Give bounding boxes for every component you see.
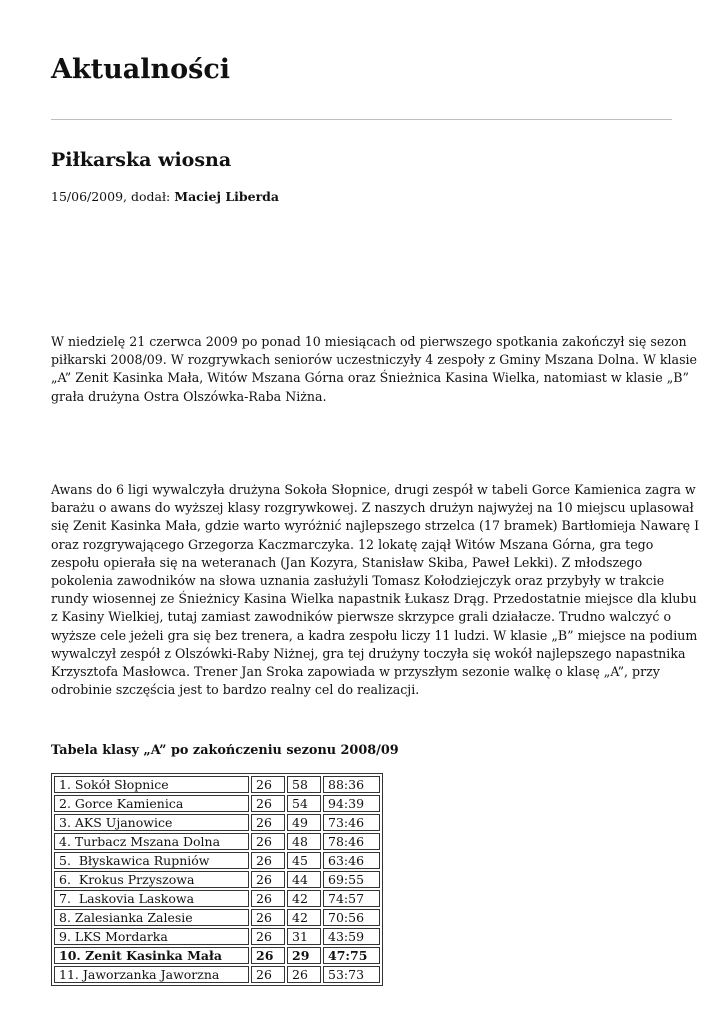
team-cell: 6. Krokus Przyszowa (54, 871, 249, 888)
points-cell: 45 (287, 852, 321, 869)
goals-cell: 63:46 (323, 852, 380, 869)
team-cell: 10. Zenit Kasinka Mała (54, 947, 249, 964)
played-cell: 26 (251, 890, 285, 907)
points-cell: 42 (287, 890, 321, 907)
played-cell: 26 (251, 795, 285, 812)
paragraph-line: odrobinie szczęścia jest to bardzo realny cel do realizacji. (51, 682, 420, 698)
article-date: 15/06/2009, dodał: (51, 189, 171, 204)
paragraph-line: barażu o awans do wyższej klasy rozgrywkowej. Z naszych drużyn najwyżej na 10 miejscu uplasował (51, 500, 694, 516)
paragraph-line: oraz rozgrywającego Grzegorza Kaczmarczyka. 12 lokatę zajął Witów Mszana Górna, gra tego (51, 536, 654, 552)
team-cell: 4. Turbacz Mszana Dolna (54, 833, 249, 850)
played-cell: 26 (251, 852, 285, 869)
team-cell: 2. Gorce Kamienica (54, 795, 249, 812)
paragraph-line: wywalczył zespół z Olszówki-Raby Niżnej, gra tej drużyny toczyła się wokół najlepszego napastnika (51, 645, 686, 661)
team-cell: 7. Laskovia Laskowa (54, 890, 249, 907)
article-meta (51, 187, 279, 207)
table-row (54, 928, 380, 945)
table-row (54, 890, 380, 907)
played-cell: 26 (251, 776, 285, 793)
team-cell: 11. Jaworzanka Jaworzna (54, 966, 249, 983)
played-cell: 26 (251, 909, 285, 926)
table-row (54, 852, 380, 869)
paragraph-line: z Kasiny Wielkiej, tutaj zamiast zawodników pierwsze skrzypce grali działacze. Trudno walczyć o (51, 609, 672, 625)
paragraph-line: pokolenia zawodników na słowa uznania zasłużyli Tomasz Kołodziejczyk oraz przybyły w trakcie (51, 573, 665, 589)
table-row (54, 776, 380, 793)
article-paragraph-1 (51, 333, 698, 406)
played-cell: 26 (251, 833, 285, 850)
table-row (54, 795, 380, 812)
points-cell: 49 (287, 814, 321, 831)
played-cell: 26 (251, 928, 285, 945)
goals-cell: 74:57 (323, 890, 380, 907)
article-paragraph-2 (51, 481, 700, 699)
goals-cell: 78:46 (323, 833, 380, 850)
goals-cell: 53:73 (323, 966, 380, 983)
goals-cell: 43:59 (323, 928, 380, 945)
goals-cell: 94:39 (323, 795, 380, 812)
points-cell: 48 (287, 833, 321, 850)
table-caption: Tabela klasy „A” po zakończeniu sezonu 2008/09 (51, 743, 399, 758)
goals-cell: 47:75 (323, 947, 380, 964)
team-cell: 5. Błyskawica Rupniów (54, 852, 249, 869)
article-author: Maciej Liberda (174, 189, 280, 204)
table-row (54, 871, 380, 888)
paragraph-line: Krzysztofa Masłowca. Trener Jan Sroka zapowiada w przyszłym sezonie walkę o klasę „A”, przy (51, 664, 660, 680)
played-cell: 26 (251, 871, 285, 888)
paragraph-line: W niedzielę 21 czerwca 2009 po ponad 10 miesiącach od pierwszego spotkania zakończył się sezon (51, 334, 687, 349)
points-cell: 54 (287, 795, 321, 812)
paragraph-line: Awans do 6 ligi wywalczyła drużyna Sokoła Słopnice, drugi zespół w tabeli Gorce Kamienica zagra w (51, 482, 696, 497)
title-divider (51, 119, 672, 120)
team-cell: 1. Sokół Słopnice (54, 776, 249, 793)
paragraph-line: grała drużyna Ostra Olszówka-Raba Niżna. (51, 388, 327, 404)
team-cell: 8. Zalesianka Zalesie (54, 909, 249, 926)
table-row (54, 833, 380, 850)
played-cell: 26 (251, 947, 285, 964)
article-title: Piłkarska wiosna (51, 149, 232, 171)
table-row (54, 909, 380, 926)
paragraph-line: zespołu opierała się na weteranach (Jan Kozyra, Stanisław Skiba, Paweł Lekki). Z młodszego (51, 554, 643, 570)
paragraph-line: się Zenit Kasinka Mała, gdzie warto wyróżnić najlepszego strzelca (17 bramek) Bartłomieja Nawarę I (51, 518, 700, 534)
paragraph-line: piłkarski 2008/09. W rozgrywkach seniorów uczestniczyły 4 zespoły z Gminy Mszana Dolna. W klasie (51, 352, 698, 368)
paragraph-line: „A” Zenit Kasinka Mała, Witów Mszana Górna oraz Śnieżnica Kasina Wielka, natomiast w klasie „B” (51, 370, 689, 386)
table-row (54, 947, 380, 964)
points-cell: 44 (287, 871, 321, 888)
played-cell: 26 (251, 814, 285, 831)
points-cell: 31 (287, 928, 321, 945)
standings-table (51, 773, 383, 986)
goals-cell: 73:46 (323, 814, 380, 831)
points-cell: 58 (287, 776, 321, 793)
paragraph-line: wyższe cele jeżeli gra się bez trenera, a kadra zespołu liczy 11 ludzi. W klasie „B” miejsce na podium (51, 627, 698, 643)
page-title: Aktualności (51, 54, 231, 85)
played-cell: 26 (251, 966, 285, 983)
goals-cell: 70:56 (323, 909, 380, 926)
goals-cell: 88:36 (323, 776, 380, 793)
table-row (54, 814, 380, 831)
points-cell: 26 (287, 966, 321, 983)
paragraph-line: rundy wiosennej ze Śnieżnicy Kasina Wielka napastnik Łukasz Drąg. Przedostatnie miejsce dla klubu (51, 591, 697, 607)
team-cell: 3. AKS Ujanowice (54, 814, 249, 831)
team-cell: 9. LKS Mordarka (54, 928, 249, 945)
points-cell: 42 (287, 909, 321, 926)
table-row (54, 966, 380, 983)
goals-cell: 69:55 (323, 871, 380, 888)
points-cell: 29 (287, 947, 321, 964)
